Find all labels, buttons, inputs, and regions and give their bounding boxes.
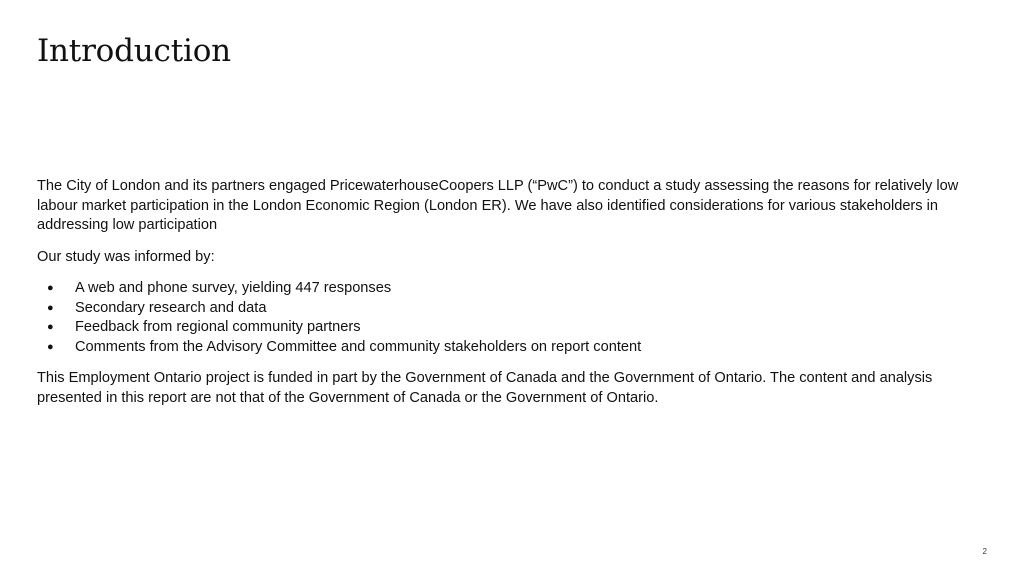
- list-item: [37, 318, 987, 338]
- funding-paragraph: This Employment Ontario project is funded in part by the Government of Canada and the Government of Ontario. The content and analysis presented in this report are not that of the Government of Canada or the Government of Ontario.: [37, 370, 933, 406]
- bullet-icon: ●: [47, 301, 54, 314]
- list-item: [37, 299, 987, 319]
- slide-body: [37, 177, 987, 420]
- list-item-text: Feedback from regional community partners: [75, 319, 361, 335]
- page-title: Introduction: [37, 33, 231, 69]
- informed-by-label: Our study was informed by:: [37, 248, 215, 265]
- list-item-text: Secondary research and data: [75, 299, 267, 316]
- bullet-icon: ●: [47, 321, 54, 333]
- list-item-text: A web and phone survey, yielding 447 responses: [75, 280, 392, 296]
- informed-by-list: [37, 279, 987, 357]
- page-number: 2: [982, 547, 987, 556]
- bullet-icon: ●: [47, 340, 54, 353]
- bullet-icon: ●: [47, 282, 54, 294]
- list-item: [37, 279, 987, 299]
- intro-paragraph: The City of London and its partners engaged PricewaterhouseCoopers LLP (“PwC”) to conduct a study assessing the reasons for relatively low labour market participation in the London Economic Region (London ER). We have also identified considerations for various stakeholders in addressing low participation: [37, 178, 959, 233]
- list-item-text: Comments from the Advisory Committee and community stakeholders on report content: [75, 338, 642, 355]
- list-item: [37, 338, 987, 358]
